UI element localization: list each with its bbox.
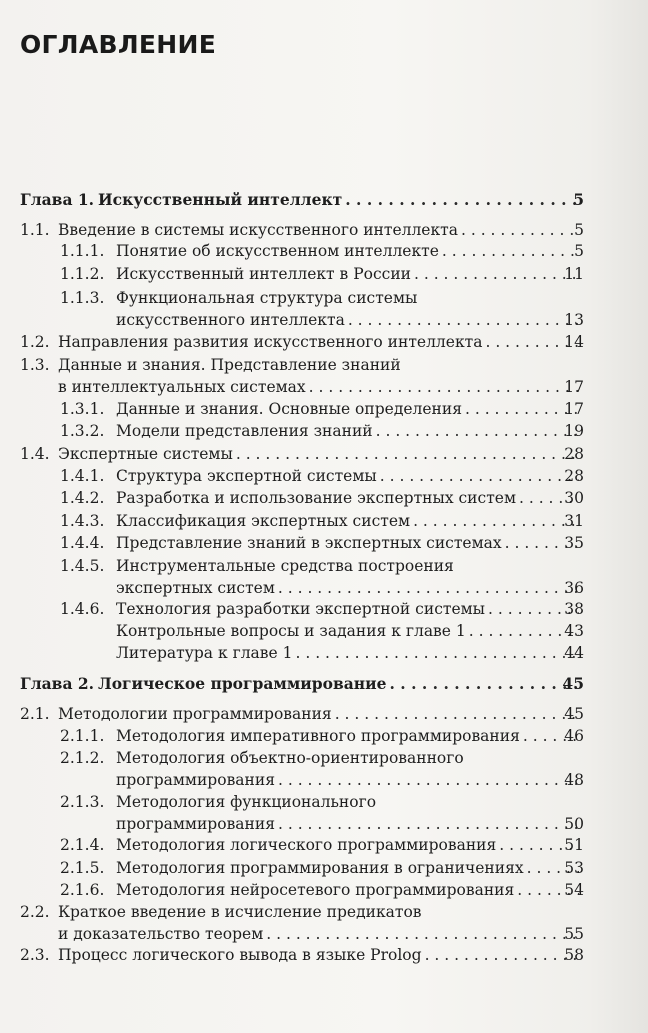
toc-page-number: 5 xyxy=(573,190,584,209)
toc-entry-title: Направления развития искусственного интеллекта xyxy=(58,333,483,351)
toc-entry-title: Контрольные вопросы и задания к главе 1 xyxy=(116,622,466,640)
toc-entry-title: Классификация экспертных систем xyxy=(116,512,411,530)
toc-page-number: 28 xyxy=(564,467,584,485)
toc-entry-title: программирования xyxy=(116,815,275,833)
toc-entry-number: 1.4.6. xyxy=(60,600,105,618)
toc-entry-title: Технология разработки экспертной системы xyxy=(116,600,486,618)
toc-entry-title: Методология логического программирования xyxy=(116,836,497,854)
toc-entry-title: программирования xyxy=(116,771,275,789)
toc-entry-title: экспертных систем xyxy=(116,579,275,597)
toc-page-number: 48 xyxy=(564,771,584,789)
toc-page-number: 50 xyxy=(564,815,584,833)
toc-entry-number: 2.1.5. xyxy=(60,859,105,877)
toc-entry-number: 1.1.1. xyxy=(60,242,105,260)
toc-entry-number: 1.2. xyxy=(20,333,50,351)
toc-entry-title: Методологии программирования xyxy=(58,705,332,723)
toc-entry-title: Методология императивного программирования xyxy=(116,727,520,745)
toc-entry-title: Методология программирования в ограничениях xyxy=(116,859,524,877)
toc-entry-number: 1.4.3. xyxy=(60,512,105,530)
toc-entry-title: Инструментальные средства построения xyxy=(116,557,454,575)
toc-entry-title: Краткое введение в исчисление предикатов xyxy=(58,903,422,921)
toc-entry-title: Искусственный интеллект в России xyxy=(116,265,411,283)
toc-page-number: 13 xyxy=(564,311,584,329)
toc-entry-number: 1.1.3. xyxy=(60,289,105,307)
toc-entry-number: Глава 2. xyxy=(20,674,95,693)
toc-entry-number: 1.4. xyxy=(20,445,50,463)
toc-entry-number: 2.1.3. xyxy=(60,793,105,811)
toc-entry-number: 2.2. xyxy=(20,903,50,921)
toc-page-number: 45 xyxy=(562,674,584,693)
toc-entry-title: и доказательство теорем xyxy=(58,925,264,943)
toc-entry-title: Понятие об искусственном интеллекте xyxy=(116,242,439,260)
toc-entry-title: Данные и знания. Представление знаний xyxy=(58,356,401,374)
toc-page-number: 46 xyxy=(564,727,584,745)
toc-page-number: 31 xyxy=(564,512,584,530)
toc-entry-number: Глава 1. xyxy=(20,190,95,209)
dot-leader xyxy=(278,813,579,835)
toc-page-number: 36 xyxy=(564,579,584,597)
toc-entry-title: искусственного интеллекта xyxy=(116,311,345,329)
toc-entry-number: 2.3. xyxy=(20,946,50,964)
toc-entry-number: 1.4.4. xyxy=(60,534,105,552)
toc-entry-title: Методология объектно-ориентированного xyxy=(116,749,464,767)
toc-entry-number: 1.3.1. xyxy=(60,400,105,418)
toc-entry-number: 2.1.2. xyxy=(60,749,105,767)
toc-page-number: 5 xyxy=(574,242,584,260)
toc-entry-number: 1.3. xyxy=(20,356,50,374)
toc-entry-title: Искусственный интеллект xyxy=(98,190,343,209)
toc-entry-number: 1.4.2. xyxy=(60,489,105,507)
dot-leader xyxy=(266,923,579,945)
toc-page-number: 30 xyxy=(564,489,584,507)
toc-entry-title: Представление знаний в экспертных системах xyxy=(116,534,502,552)
toc-page-number: 28 xyxy=(564,445,584,463)
toc-entry-title: Методология функционального xyxy=(116,793,377,811)
dot-leader xyxy=(278,769,579,791)
toc-entry-number: 2.1.4. xyxy=(60,836,105,854)
toc-entry-title: Структура экспертной системы xyxy=(116,467,377,485)
toc-page-number: 44 xyxy=(564,644,584,662)
toc-page-number: 43 xyxy=(564,622,584,640)
toc-entry-title: Введение в системы искусственного интеллекта xyxy=(58,221,458,239)
toc-entry-title: Функциональная структура системы xyxy=(116,289,418,307)
toc-entry-number: 2.1.1. xyxy=(60,727,105,745)
toc-entry-title: в интеллектуальных системах xyxy=(58,378,306,396)
toc-page-number: 54 xyxy=(564,881,584,899)
toc-page-number: 17 xyxy=(564,378,584,396)
toc-page-number: 19 xyxy=(564,422,584,440)
toc-entry-number: 1.1. xyxy=(20,221,50,239)
toc-page-number: 17 xyxy=(564,400,584,418)
toc-page-number: 35 xyxy=(564,534,584,552)
toc-entry-title: Литература к главе 1 xyxy=(116,644,293,662)
toc-entry-number: 1.4.5. xyxy=(60,557,105,575)
dot-leader xyxy=(278,577,579,599)
toc-entry-title: Данные и знания. Основные определения xyxy=(116,400,462,418)
toc-page-number: 14 xyxy=(564,333,584,351)
dot-leader xyxy=(236,443,579,465)
toc-page-number: 5 xyxy=(574,221,584,239)
page-title: ОГЛАВЛЕНИЕ xyxy=(20,30,217,59)
toc-entry-number: 1.3.2. xyxy=(60,422,105,440)
toc-entry-title: Разработка и использование экспертных систем xyxy=(116,489,516,507)
toc-page-number: 53 xyxy=(564,859,584,877)
toc-entry-number: 2.1.6. xyxy=(60,881,105,899)
dot-leader xyxy=(335,703,579,725)
toc-page-number: 58 xyxy=(564,946,584,964)
toc-entry-number: 1.1.2. xyxy=(60,265,105,283)
toc-entry-title: Логическое программирование xyxy=(98,674,387,693)
page-edge-shadow xyxy=(588,0,648,1033)
toc-page-number: 55 xyxy=(564,925,584,943)
toc-page-number: 51 xyxy=(564,836,584,854)
toc-page-number: 45 xyxy=(564,705,584,723)
toc-entry-title: Методология нейросетевого программирования xyxy=(116,881,515,899)
toc-page-number: 38 xyxy=(564,600,584,618)
dot-leader xyxy=(309,376,579,398)
toc-entry-title: Модели представления знаний xyxy=(116,422,373,440)
toc-entry-title: Экспертные системы xyxy=(58,445,233,463)
toc-entry-title: Процесс логического вывода в языке Prolog xyxy=(58,946,422,964)
dot-leader xyxy=(295,642,579,664)
toc-entry-number: 2.1. xyxy=(20,705,50,723)
toc-page-number: 11 xyxy=(564,265,584,283)
toc-entry-number: 1.4.1. xyxy=(60,467,105,485)
